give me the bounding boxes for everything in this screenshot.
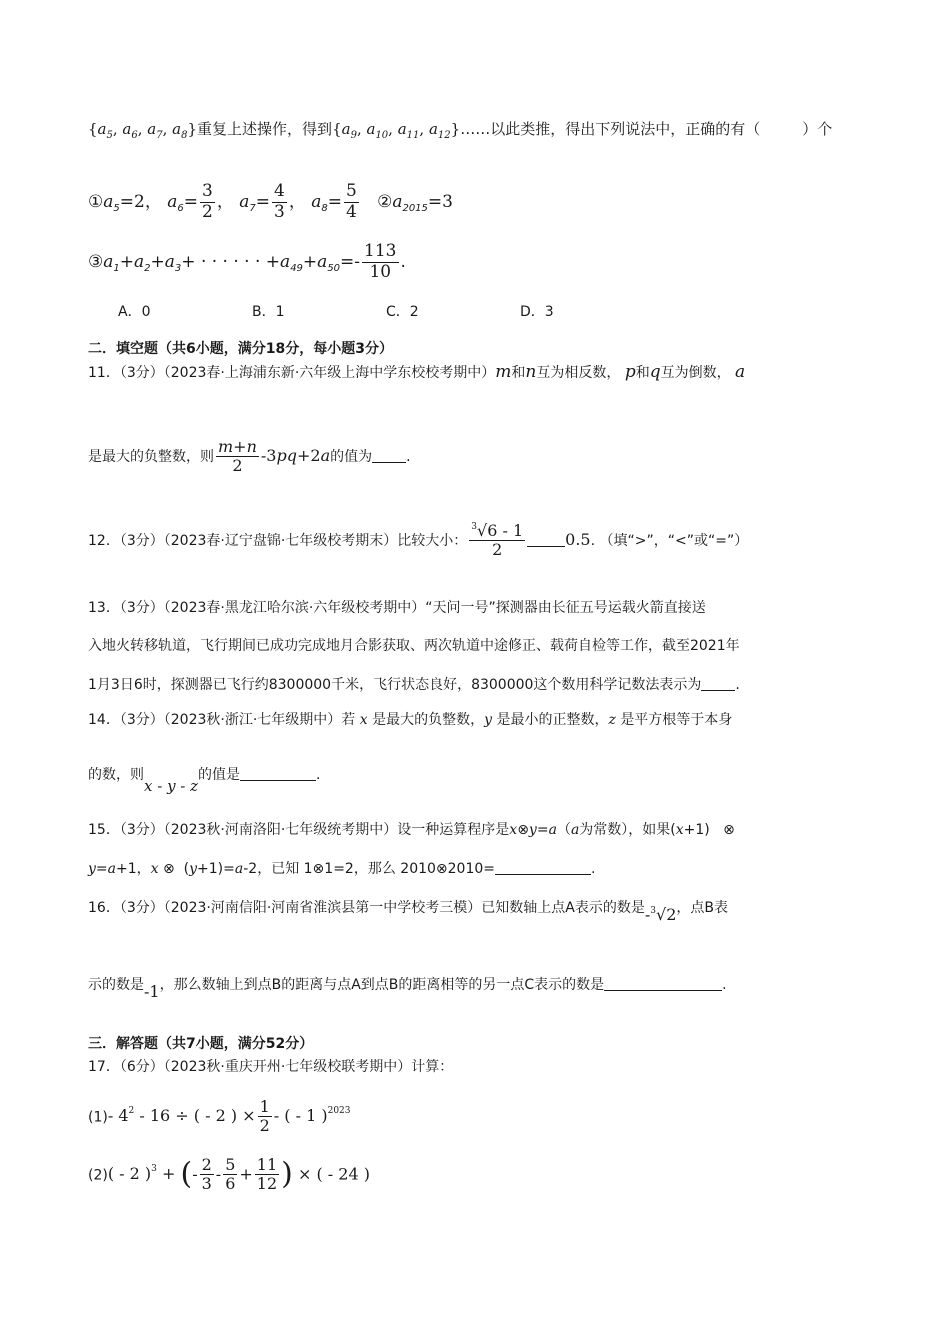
q17-part-2: (2)( - 2 )$^3$ + (- $\frac{2}{3}$ - $\frac{5}{6}$ + $\frac{11}{12}$ ) × ( - 24 ) bbox=[88, 1155, 370, 1194]
q12-score: （3分） bbox=[119, 532, 164, 549]
q17-line bbox=[88, 1059, 453, 1076]
q11-answer-blank[interactable] bbox=[372, 448, 406, 463]
option-a[interactable]: A．0 bbox=[118, 304, 151, 320]
frac-5-4: $\frac{5}{4}$ bbox=[346, 181, 357, 222]
q13-score: （3分） bbox=[119, 600, 164, 616]
frac-4-3: $\frac{4}{3}$ bbox=[274, 181, 285, 222]
q14-line2: 的数，则x - y - z的值是 . bbox=[88, 767, 321, 795]
q16-score: （3分） bbox=[119, 900, 164, 916]
frac-3-2: $\frac{3}{2}$ bbox=[202, 181, 213, 222]
frac-113-10: $\frac{113}{10}$ bbox=[364, 241, 397, 282]
a5-value: 2， bbox=[134, 192, 162, 213]
frac-11-12: $\frac{11}{12}$ bbox=[256, 1155, 278, 1194]
q12-value: 0.5 bbox=[565, 529, 591, 549]
option-d[interactable]: D．3 bbox=[520, 304, 554, 320]
frac-2-3: $\frac{2}{3}$ bbox=[201, 1155, 212, 1194]
q11-score: （3分） bbox=[119, 365, 164, 381]
statement-1-marker: ① bbox=[88, 192, 104, 213]
section-2-title: 二．填空题（共6小题，满分18分，每小题3分） bbox=[88, 341, 393, 357]
frac-5-6: $\frac{5}{6}$ bbox=[225, 1155, 236, 1194]
q16-line1: 16．（3分）（2023·河南信阳·河南省淮滨县第一中学校考三模）已知数轴上点A表示的数是-$^3$√2，点B表 bbox=[88, 900, 728, 924]
set-a5-a8: {$a_5$, $a_6$, $a_7$, $a_8$} bbox=[88, 120, 198, 141]
q13-number: 13． bbox=[88, 600, 120, 616]
q10-text3: ）个 bbox=[802, 120, 833, 138]
q12-hint: （填“>”，“<”或“=”） bbox=[599, 532, 749, 549]
q10-text1: 重复上述操作，得到 bbox=[197, 120, 333, 138]
option-c[interactable]: C．2 bbox=[386, 304, 419, 320]
q17-score: （6分） bbox=[119, 1059, 164, 1075]
option-b[interactable]: B．1 bbox=[252, 304, 285, 320]
statement-3-marker: ③ bbox=[88, 252, 104, 273]
q10-statement-1-2: $①a_5=2$， $a_6=$ $\frac{3}{2}$ ， $a_7=$ $\frac{4}{3}$ ， $a_8=$ $\frac{5}{4}$ $②a_{2015}=3$ bbox=[88, 181, 453, 222]
q15-answer-blank[interactable] bbox=[495, 860, 591, 875]
q13-answer-blank[interactable] bbox=[701, 676, 735, 691]
q10-statement-3: $③a_1+a_2+a_3+$ · · · · · · $+a_{49}+a_{50}=-$ $\frac{113}{10}$ . bbox=[88, 241, 406, 282]
a2015-value: 3 bbox=[442, 192, 453, 213]
q16-number: 16． bbox=[88, 900, 120, 916]
q15-number: 15． bbox=[88, 822, 120, 838]
statement-2-marker: ② bbox=[377, 192, 393, 213]
q14-number: 14． bbox=[88, 712, 120, 728]
q14-score: （3分） bbox=[119, 712, 164, 728]
q11-line2: 是最大的负整数，则 $\frac{m+n}{2}$ -3pq+2a的值为 . bbox=[88, 437, 411, 476]
section-3-title: 三．解答题（共7小题，满分52分） bbox=[88, 1036, 314, 1052]
q12-cuberoot-frac: $\frac{^3√6 - 1}{2}$ bbox=[471, 521, 524, 560]
q12-source: （2023春·辽宁盘锦·七年级校考期末）比较大小： bbox=[163, 532, 468, 549]
q12-number: 12． bbox=[88, 532, 120, 549]
q10-options bbox=[118, 304, 654, 321]
q16-answer-blank[interactable] bbox=[604, 976, 722, 991]
q11-number: 11． bbox=[88, 365, 120, 381]
q17-part-1: (1)- $4^2 - 16$ ÷ ( - 2 ) × $\frac{1}{2}$ - ( - 1 )$^{2023}$ bbox=[88, 1097, 351, 1136]
q12-line: 12．（3分）（2023春·辽宁盘锦·七年级校考期末）比较大小： $\frac{^3√6 - 1}{2}$ 0.5. （填“>”，“<”或“=”） bbox=[88, 521, 749, 560]
q11-line1: 11．（3分）（2023春·上海浦东新·六年级上海中学东校校考期中）m和n互为相反数， p和q互为倒数， a bbox=[88, 362, 746, 382]
q10-text2: ……以此类推，得出下列说法中，正确的有（ bbox=[460, 120, 761, 138]
q13-line3: 1月3日6时，探测器已飞行约8300000千米，飞行状态良好，8300000这个数用科学记数法表示为 . bbox=[88, 677, 740, 693]
q16-line2: 示的数是-1，那么数轴上到点B的距离与点A到点B的距离相等的另一点C表示的数是 . bbox=[88, 977, 727, 1001]
q15-score: （3分） bbox=[119, 822, 164, 838]
q13-line1: 13．（3分）（2023春·黑龙江哈尔滨·六年级校考期中）“天问一号”探测器由长征五号运载火箭直接送 bbox=[88, 600, 706, 616]
q15-line1: 15．（3分）（2023秋·河南洛阳·七年级统考期中）设一种运算程序是x⊗y=a（a为常数），如果(x+1) ⊗ bbox=[88, 822, 735, 838]
set-a9-a12: {$a_9$, $a_{10}$, $a_{11}$, $a_{12}$} bbox=[332, 120, 461, 141]
q15-line2: y=a+1，x ⊗ (y+1)=a-2，已知 1⊗1=2，那么 2010⊗2010= . bbox=[88, 861, 596, 877]
q17-number: 17． bbox=[88, 1059, 120, 1075]
q11-expression-frac: $\frac{m+n}{2}$ bbox=[218, 437, 257, 476]
q10-set-line bbox=[88, 120, 832, 142]
q14-line1: 14．（3分）（2023秋·浙江·七年级期中）若 x 是最大的负整数，y 是最小的正整数，z 是平方根等于本身 bbox=[88, 712, 733, 728]
q14-answer-blank[interactable] bbox=[240, 766, 316, 781]
frac-1-2: $\frac{1}{2}$ bbox=[259, 1097, 270, 1136]
q12-answer-blank[interactable] bbox=[527, 532, 565, 547]
q17-source: （2023秋·重庆开州·七年级校联考期中）计算： bbox=[163, 1059, 454, 1075]
q11-source: （2023春·上海浦东新·六年级上海中学东校校考期中） bbox=[163, 365, 496, 381]
q13-line2: 入地火转移轨道，飞行期间已成功完成地月合影获取、两次轨道中途修正、载荷自检等工作，截至2021年 bbox=[88, 638, 740, 654]
